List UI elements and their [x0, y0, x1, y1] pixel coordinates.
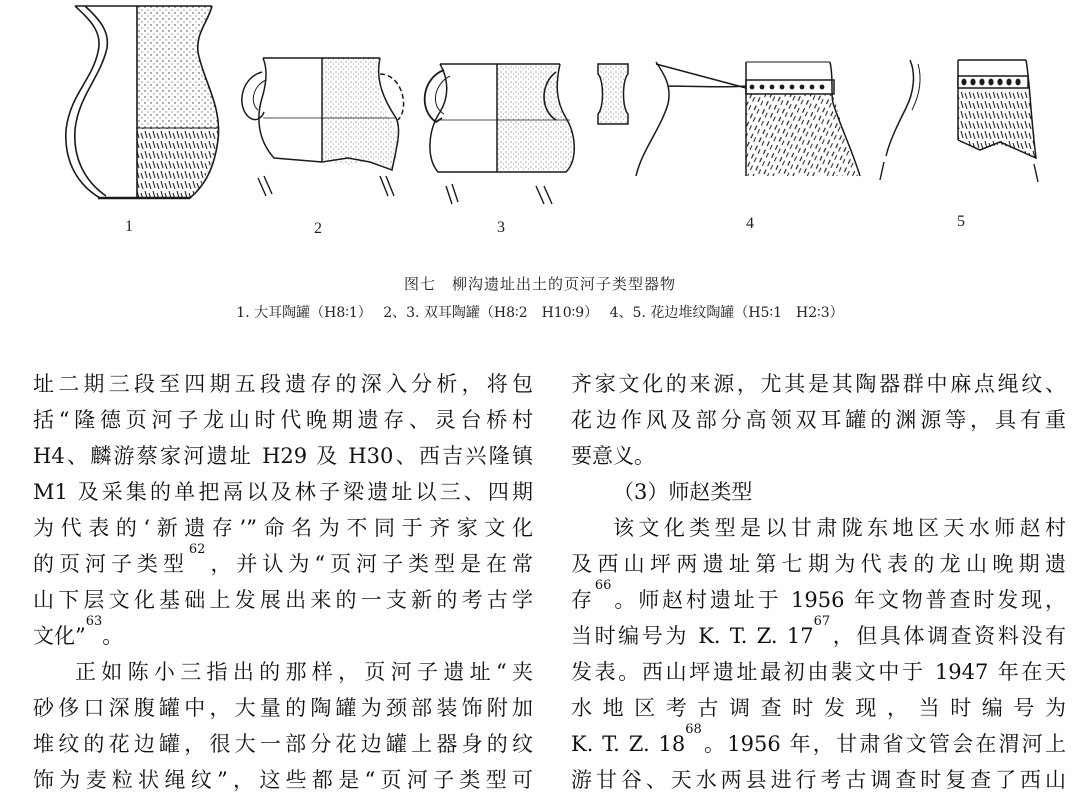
text-line: 齐家文化的来源，尤其是其陶器群中麻点绳纹、: [571, 372, 1066, 396]
text-fragment: 的页河子类型: [33, 552, 189, 576]
text-line-with-note: [33, 542, 533, 582]
figure-legend: 1. 大耳陶罐（H8∶1） 2、3. 双耳陶罐（H8∶2 H10∶9） 4、5. 花边堆纹陶罐（H5∶1 H2∶3）: [236, 305, 844, 321]
vessel-2: [242, 58, 404, 196]
footnote-ref-63[interactable]: 63: [85, 614, 103, 629]
figure-label-5: 5: [957, 213, 965, 230]
text-line: 括“隆德页河子龙山时代晚期遗存、灵台桥村: [33, 408, 533, 432]
text-fragment: K. T. Z. 18: [571, 732, 686, 756]
right-column: [571, 366, 1066, 798]
text-line: 砂侈口深腹罐中，大量的陶罐为颈部装饰附加: [33, 696, 533, 720]
figure-label-1: 1: [125, 218, 133, 235]
text-fragment: 。师赵村遗址于 1956 年文物普查时发现，: [611, 588, 1067, 612]
text-line: 址二期三段至四期五段遗存的深入分析，将包: [33, 372, 533, 396]
figure-caption: 图七 柳沟遗址出土的页河子类型器物: [403, 275, 676, 293]
text-line: 及西山坪两遗址第七期为代表的龙山晚期遗: [571, 552, 1066, 576]
left-column: [33, 366, 533, 798]
vessel-3: [425, 64, 575, 204]
text-line: 发表。西山坪遗址最初由裴文中于 1947 年在天: [571, 660, 1066, 684]
text-fragment: 存: [571, 588, 595, 612]
vessel-4: [636, 62, 860, 176]
footnote-ref-67[interactable]: 67: [813, 614, 831, 629]
text-line-with-note: [571, 578, 1067, 618]
figure-label-2: 2: [314, 220, 322, 237]
text-fragment: 文化”: [33, 624, 86, 648]
text-line: 游甘谷、天水两县进行考古调查时复查了西山: [571, 768, 1066, 792]
text-line: 为代表的‘新遗存’”命名为不同于齐家文化: [33, 516, 533, 540]
vessel-1: [66, 6, 219, 198]
figure-label-4: 4: [746, 215, 754, 232]
text-line: 正如陈小三指出的那样，页河子遗址“夹: [75, 660, 533, 684]
pottery-figure: [0, 0, 1080, 255]
text-fragment: ，但具体调查资料没有: [830, 624, 1067, 648]
text-line: 花边作风及部分高领双耳罐的渊源等，具有重: [571, 408, 1066, 432]
text-line-with-note: [33, 614, 533, 654]
section-heading: （3）师赵类型: [613, 480, 753, 504]
text-line: 饰为麦粒状绳纹”，这些都是“页河子类型可: [33, 768, 533, 792]
text-line: 山下层文化基础上发展出来的一支新的考古学: [33, 588, 533, 612]
text-line: 堆纹的花边罐，很大一部分花边罐上器身的纹: [33, 732, 533, 756]
footnote-ref-68[interactable]: 68: [685, 722, 702, 737]
text-line-with-note: [571, 722, 1066, 762]
text-fragment: ，并认为“页河子类型是在常: [205, 552, 533, 576]
footnote-ref-62[interactable]: 62: [188, 542, 206, 557]
pottery-drawings: [0, 0, 1080, 255]
footnote-ref-66[interactable]: 66: [594, 578, 612, 593]
text-line-with-note: [571, 614, 1067, 654]
text-line: 水地区考古调查时发现，当时编号为: [571, 696, 1066, 720]
text-line: 要意义。: [571, 444, 655, 468]
text-fragment: 。1956 年，甘肃省文管会在渭河上: [701, 732, 1066, 756]
text-fragment: 。: [102, 624, 124, 648]
vessel-5: [880, 60, 1038, 182]
figure-label-3: 3: [497, 219, 505, 236]
handle-fragment: [598, 64, 628, 124]
text-line: H4、麟游蔡家河遗址 H29 及 H30、西吉兴隆镇: [33, 444, 533, 468]
text-fragment: 当时编号为 K. T. Z. 17: [571, 624, 814, 648]
text-line: M1 及采集的单把鬲以及林子梁遗址以三、四期: [33, 480, 533, 504]
text-line: 该文化类型是以甘肃陇东地区天水师赵村: [613, 516, 1066, 540]
